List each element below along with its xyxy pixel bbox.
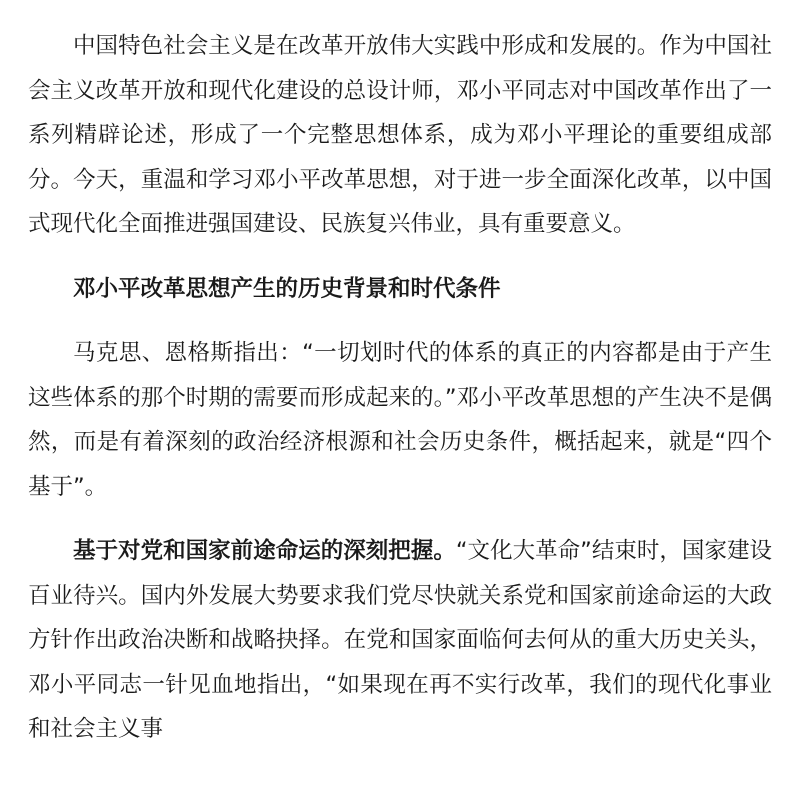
first-basis-text: “文化大革命”结束时，国家建设百业待兴。国内外发展大势要求我们党尽快就关系党和国家前途命运的大政方针作出政治决断和战略抉择。在党和国家面临何去何从的重大历史关头，邓小平同志一针见血地指出，“如果现在再不实行改革，我们的现代化事业和社会主义事 (28, 538, 772, 742)
article-body (28, 24, 772, 772)
first-basis-paragraph (28, 529, 772, 752)
quote-paragraph (28, 331, 772, 509)
section-heading (28, 267, 772, 312)
intro-paragraph (28, 24, 772, 247)
quote-paragraph-text: 马克思、恩格斯指出：“一切划时代的体系的真正的内容都是由于产生这些体系的那个时期的需要而形成起来的。”邓小平改革思想的产生决不是偶然，而是有着深刻的政治经济根源和社会历史条件，概括起来，就是“四个基于”。 (28, 340, 772, 500)
intro-paragraph-text: 中国特色社会主义是在改革开放伟大实践中形成和发展的。作为中国社会主义改革开放和现代化建设的总设计师，邓小平同志对中国改革作出了一系列精辟论述，形成了一个完整思想体系，成为邓小平理论的重要组成部分。今天，重温和学习邓小平改革思想，对于进一步全面深化改革，以中国式现代化全面推进强国建设、民族复兴伟业，具有重要意义。 (28, 33, 772, 237)
section-heading-text: 邓小平改革思想产生的历史背景和时代条件 (73, 275, 501, 302)
first-basis-lead: 基于对党和国家前途命运的深刻把握。 (73, 538, 456, 564)
